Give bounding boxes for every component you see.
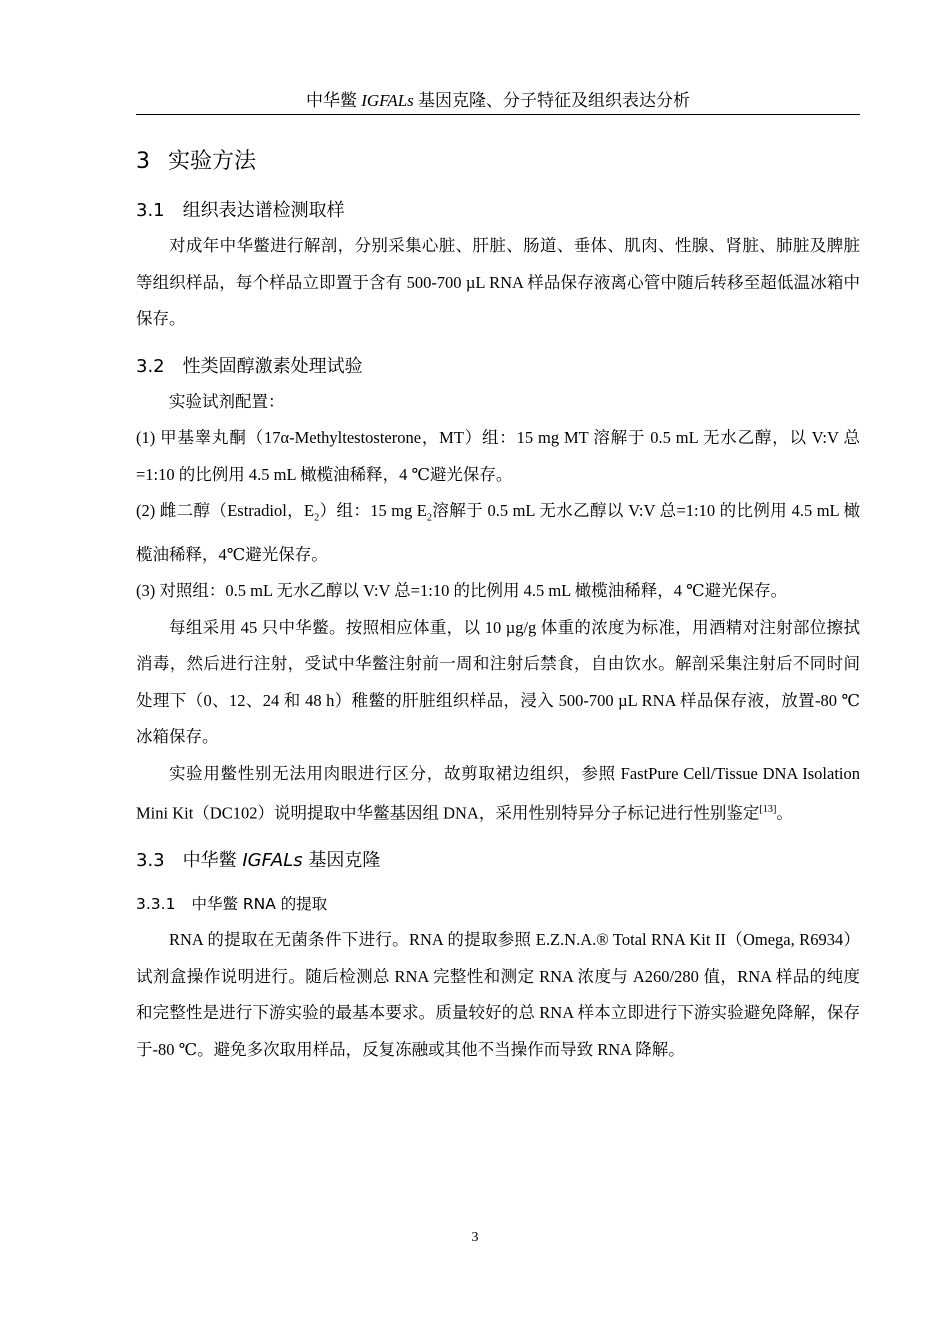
section-number: 3 <box>136 149 150 174</box>
section-title: 中华鳖 RNA 的提取 <box>191 895 328 914</box>
subscript-2: 2 <box>426 512 432 524</box>
section-title-prefix: 中华鳖 <box>182 850 243 872</box>
header-title-suffix: 基因克隆、分子特征及组织表达分析 <box>413 91 691 110</box>
section-number: 3.3 <box>136 850 165 872</box>
section-title-suffix: 基因克隆 <box>302 850 381 872</box>
section-heading-3-2 <box>136 352 860 382</box>
sex-identification-text: 实验用鳖性别无法用肉眼进行区分，故剪取裙边组织，参照 FastPure Cell/Tissue DNA Isolation Mini Kit（DC102）说明提取中华鳖基因组 DNA，采用性别特异分子标记进行性别鉴定 <box>136 763 860 823</box>
paragraph-reagent-intro: 实验试剂配置： <box>169 391 285 411</box>
section-heading-3 <box>136 144 860 180</box>
paragraph-sex-identification <box>136 756 860 833</box>
header-title-prefix: 中华鳖 <box>305 91 362 110</box>
section-title: 组织表达谱检测取样 <box>182 200 345 221</box>
header-gene-name: IGFALs <box>361 91 414 110</box>
section-number: 3.3.1 <box>136 895 176 914</box>
section-title-gene: IGFALs <box>242 850 303 872</box>
section-title: 性类固醇激素处理试验 <box>182 355 363 377</box>
sex-identification-end: 。 <box>776 803 793 823</box>
paragraph-tissue-sampling: 对成年中华鳖进行解剖，分别采集心脏、肝脏、肠道、垂体、肌肉、性腺、肾脏、肺脏及脾脏等组织样品，每个样品立即置于含有 500-700 µL RNA 样品保存液离心管中随后转移至超低温冰箱中保存。 <box>136 236 860 328</box>
header-rule <box>136 114 860 115</box>
section-number: 3.1 <box>136 200 165 221</box>
page-number: 3 <box>471 1230 479 1245</box>
section-title: 实验方法 <box>168 149 257 174</box>
paragraph-injection: 每组采用 45 只中华鳖。按照相应体重，以 10 µg/g 体重的浓度为标准，用酒精对注射部位擦拭消毒，然后进行注射，受试中华鳖注射前一周和注射后禁食，自由饮水。解剖采集注射后不同时间处理下（0、12、24 和 48 h）稚鳖的肝脏组织样品，浸入 500-700 µL RNA 样品保存液，放置-80 ℃冰箱保存。 <box>136 617 860 747</box>
list-item-control-group: (3) 对照组：0.5 mL 无水乙醇以 V:V 总=1:10 的比例用 4.5 mL 橄榄油稀释，4 ℃避光保存。 <box>136 581 788 601</box>
item2-text-a: (2) 雌二醇（Estradiol，E <box>136 501 315 520</box>
item2-text-c: 溶解于 0.5 mL 无水乙醇以 V:V 总=1:10 的比例用 4.5 mL 橄榄油稀释，4℃避光保存。 <box>136 501 860 564</box>
section-heading-3-3-1 <box>136 890 860 918</box>
running-header <box>136 90 860 112</box>
section-number: 3.2 <box>136 355 165 377</box>
section-heading-3-1 <box>136 196 860 226</box>
list-item-e2-group <box>136 493 860 573</box>
item2-text-b: ）组：15 mg E <box>319 501 427 520</box>
subscript-2: 2 <box>314 512 320 524</box>
citation: [13] <box>759 804 777 816</box>
list-item-mt-group: (1) 甲基睾丸酮（17α-Methyltestosterone，MT）组：15 mg MT 溶解于 0.5 mL 无水乙醇，以 V:V 总=1:10 的比例用 4.5 mL 橄榄油稀释，4 ℃避光保存。 <box>136 428 860 484</box>
paragraph-rna-extraction: RNA 的提取在无菌条件下进行。RNA 的提取参照 E.Z.N.A.® Total RNA Kit II（Omega, R6934）试剂盒操作说明进行。随后检测总 RNA 完整性和测定 RNA 浓度与 A260/280 值，RNA 样品的纯度和完整性是进行下游实验的最基本要求。质量较好的总 RNA 样本立即进行下游实验避免降解，保存于-80 ℃。避免多次取用样品，反复冻融或其他不当操作而导致 RNA 降解。 <box>136 930 860 1059</box>
section-heading-3-3 <box>136 846 860 876</box>
main-content <box>136 144 860 1068</box>
